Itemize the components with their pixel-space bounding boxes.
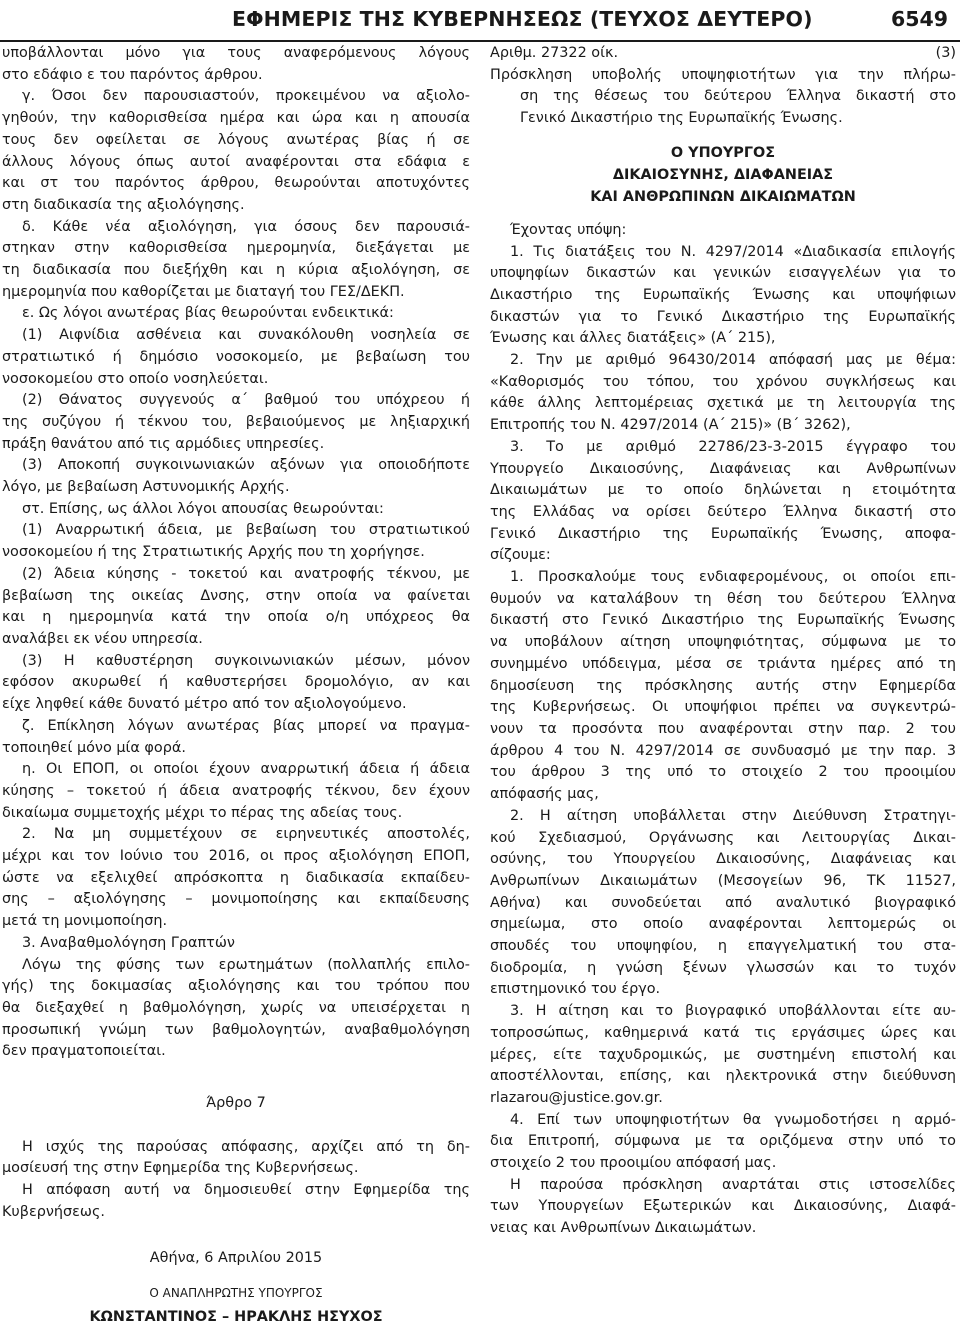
text-line: η. Οι ΕΠΟΠ, οι οποίοι έχουν αναρρωτική άδεια ή άδεια [22,761,470,778]
text-line: τοποιηθεί μόνο μία φορά. [2,739,186,756]
text-line: τους δεν οφείλεται σε λόγους ανωτέρας βίας ή σε [2,131,470,148]
ministry-heading: Ο ΥΠΟΥΡΓΟΣ [670,144,776,161]
text-line: γής) της δοκιμασίας αξιολόγησης και του τρόπου που [2,978,470,995]
text-line: δικαστών για το Γενικό Δικαστήριο της Ευρωπαϊκής [490,308,956,325]
reference-row [490,43,956,65]
text-line: δικαστή στο Γενικό Δικαστήριο της Ευρωπαϊκής Ένωσης [490,612,956,629]
text-line: στηκαν στην καθορισθείσα ημερομηνία, διεξάγεται με [2,240,470,257]
section-heading: 3. Αναβαθμολόγηση Γραπτών [22,934,235,951]
text-line: προσωπική γνώμη των βαθμολογητών, αναβαθμολόγηση [2,1021,470,1038]
text-line: ημερομηνία που καθορίζεται με διαταγή του ΓΕΣ/ΔΕΚΠ. [2,283,405,300]
text-line: 2. Να μη συμμετέχουν σε ειρηνευτικές αποστολές, [22,826,470,843]
reference-number: Αριθμ. 27322 οίκ. [490,45,619,61]
text-line: τοπροσώπως, καθημερινά κατά τις εργάσιμες ώρες και [490,1024,956,1041]
text-line: του άρθρου 3 της υπό το στοιχείο 2 του προοιμίου [490,764,956,781]
text-line: Λόγω της φύσης των ερωτημάτων (πολλαπλής επιλο- [22,956,470,973]
text-line: Η παρούσα πρόσκληση αναρτάται στις ιστοσελίδες [510,1176,956,1193]
text-line: σπουδές του υποψηφίου, η επαγγελματική του στα- [490,938,956,955]
text-line: γ. Όσοι δεν παρουσιαστούν, προκειμένου να αξιολο- [22,88,470,105]
text-line: Δικαιωμάτων με το οποίο δηλώνεται η ετοιμότητα [490,482,956,499]
text-line: νειας και Ανθρωπίνων Δικαιωμάτων. [490,1220,757,1237]
invitation-title-line: ση της θέσεως του δεύτερου Έλληνα δικαστή στο [520,88,956,105]
text-line: υποψηφίων δικαστών και γενικών εισαγγελέων για το [490,265,956,282]
text-line: Έχοντας υπόψη: [510,221,627,238]
text-line: νουν τα προσόντα που αναφέρονται στην παρ. 2 του [490,720,956,737]
text-line: Αθήνα) και συνοδεύεται από αναλυτικό βιογραφικό [490,894,956,911]
text-line: Δικαστήριο της Ευρωπαϊκής Ένωσης και υποψήφιων [490,286,956,303]
text-line: νοσοκομείου στο οποίο νοσηλεύεται. [2,370,269,387]
text-line: αποστέλλονται, επίσης, και ηλεκτρονικά στην διεύθυνση [490,1068,956,1085]
text-line: απόφασής μας, [490,786,599,803]
text-line: θα διεξαχθεί η βαθμολόγηση, χωρίς να υπεισέρχεται η [2,999,470,1016]
reference-index: (3) [935,45,956,61]
text-line: εφόσον ακυρωθεί ή καθυστερήσει δρομολόγιο, αν και [2,674,470,691]
text-line: ζ. Επίκληση λόγων ανωτέρας βίας μπορεί να πραγμα- [22,717,470,734]
text-line: (2) Άδεια κύησης - τοκετού και ανατροφής τέκνου, με [22,565,470,582]
text-line: συνημμένο υπόδειγμα, μέσα σε τριάντα ημέρες από τη [490,655,956,672]
text-line: (1) Αναρρωτική άδεια, με βεβαίωση του στρατιωτικού [22,522,470,539]
text-line: στη διαδικασία της αξιολόγησης. [2,196,245,213]
text-line: δεν πραγματοποιείται. [2,1043,166,1060]
text-line: δικαίωμα συμμετοχής μέχρι το πέρας της αδείας τους. [2,804,403,821]
text-line: άλλους λόγους όπως αυτοί αναφέρονται στα εδάφια ε [2,153,470,170]
text-line: ώστε να εξελιχθεί απρόσκοπτα η διαδικασία εκπαίδευ- [2,869,470,886]
date-place: Αθήνα, 6 Απριλίου 2015 [149,1249,323,1266]
text-line: 2. Την με αριθμό 96430/2014 απόφασή μας με θέμα: [510,352,956,369]
text-line: (2) Θάνατος συγγενούς α΄ βαθμού του υπόχρεου ή [22,392,470,409]
text-line: νοσοκομείου ή της Στρατιωτικής Αρχής που τη χορήγησε. [2,544,425,561]
text-line: γηθούν, την καθορισθείσα ημέρα και ώρα και η απουσία [2,110,470,127]
text-line: αναλάβει εκ νέου υπηρεσία. [2,630,203,647]
text-line: οσύνης, του Υπουργείου Δικαιοσύνης, Διαφάνειας και [490,851,956,868]
signatory-title: Ο ΑΝΑΠΛΗΡΩΤΗΣ ΥΠΟΥΡΓΟΣ [149,1286,323,1301]
text-line: δια Επιτροπή, σύμφωνα με τα οριζόμενα στην υπό το [490,1133,956,1150]
left-column [2,43,470,1329]
text-line: να υποβάλουν αίτηση υποψηφιότητας, σύμφωνα με το [490,634,956,651]
text-line: Γενικό Δικαστήριο της Ευρωπαϊκής Ένωσης, αποφα- [490,525,956,542]
text-line: σης – αξιολόγησης – μονιμοποίησης και εκπαίδευσης [2,891,470,908]
text-line: υποβάλλονται μόνο για τους αναφερόμενους λόγους [2,45,470,61]
invitation-title-line: Πρόσκληση υποβολής υποψηφιοτήτων για την πλήρω- [490,66,956,83]
text-line: δημοσίευση της πρόσκλησης αυτής στην Εφημερίδα [490,677,956,694]
ministry-heading: ΔΙΚΑΙΟΣΥΝΗΣ, ΔΙΑΦΑΝΕΙΑΣ [612,166,834,183]
text-line: ε. Ως λόγοι ανωτέρας βίας θεωρούνται ενδεικτικά: [22,305,394,322]
text-line: στρατιωτικό ή δημόσιο νοσοκομείο, με βεβαίωση του [2,348,470,365]
text-line: στ. Επίσης, ως άλλοι λόγοι απουσίας θεωρούνται: [22,500,384,517]
text-line: Κυβερνήσεως. [2,1203,105,1220]
text-line: τη διαδικασία που διεξήχθη και η κύρια αξιολόγηση, σε [2,262,470,279]
text-line: 1. Τις διατάξεις του Ν. 4297/2014 «Διαδικασία επιλογής [510,243,956,260]
signatory-name: ΚΩΝΣΤΑΝΤΙΝΟΣ – ΗΡΑΚΛΗΣ ΗΣΥΧΟΣ [89,1308,383,1325]
text-line: 2. Η αίτηση υποβάλλεται στην Διεύθυνση Στρατηγι- [510,807,956,824]
text-line: πράξη θανάτου από τις αρμόδιες υπηρεσίες. [2,435,325,452]
ministry-heading: ΚΑΙ ΑΝΘΡΩΠΙΝΩΝ ΔΙΚΑΙΩΜΑΤΩΝ [590,188,856,205]
text-line: κού Σχεδιασμού, Οργάνωσης και Λειτουργίας Δικαι- [490,829,956,846]
text-line: 3. Η αίτηση και το βιογραφικό υποβάλλονται είτε αυ- [510,1003,956,1020]
text-line: είχε ληφθεί κάθε δυνατό μέτρο από τον αξιολογούμενο. [2,696,407,713]
text-line: 4. Επί των υποψηφιοτήτων θα γνωμοδοτήσει η αρμό- [510,1111,956,1128]
text-line: επιστημονικό του έργο. [490,981,661,998]
text-line: των Υπουργείων Εξωτερικών και Δικαιοσύνης, Διαφά- [490,1198,956,1215]
page-header [0,0,960,42]
text-line: άρθρου 4 του Ν. 4297/2014 σε συνδυασμό με την παρ. 3 [490,742,956,759]
text-line: της Ελλάδας να ορίσει δεύτερο Έλληνα δικαστή στο [490,503,956,520]
text-line: μέρες, είτε ταχυδρομικώς, με συστημένη επιστολή και [490,1046,956,1063]
text-line: Επιτροπής του Ν. 4297/2014 (Α΄ 215)» (Β΄ 3262), [490,417,851,434]
right-column [490,43,956,1240]
text-line: της Κυβερνήσεως. Οι υποψήφιοι πρέπει να συγκεντρώ- [490,699,956,716]
text-line: (1) Αιφνίδια ασθένεια και συνακόλουθη νοσηλεία σε [22,327,470,344]
text-line: λόγο, με βεβαίωση Αστυνομικής Αρχής. [2,479,290,496]
text-line: μετά τη μονιμοποίηση. [2,913,168,930]
text-line: θυμούν να καταλάβουν τη θέση του δεύτερου Έλληνα [490,590,956,607]
text-line: Υπουργείο Δικαιοσύνης, Διαφάνειας και Ανθρωπίνων [490,460,956,477]
page-number: 6549 [890,7,948,31]
text-line: Ένωσης και άλλες διατάξεις» (Α΄ 215), [490,330,776,347]
text-line: (3) Αποκοπή συγκοινωνιακών αξόνων για οποιοδήποτε [22,457,470,474]
text-line: «Καθορισμός του τόπου, του χρόνου συγκλήσεως και [490,373,956,390]
text-line: στοιχείο 2 του προοιμίου απόφασή μας. [490,1155,777,1172]
text-line: 3. Το με αριθμό 22786/23-3-2015 έγγραφο του [510,438,956,455]
text-line: Ανθρωπίνων Δικαιωμάτων (Μεσογείων 96, ΤΚ 11527, [490,872,956,889]
text-line: (3) Η καθυστέρηση συγκοινωνιακών μέσων, μόνον [22,652,470,669]
text-line: Η ισχύς της παρούσας απόφασης, αρχίζει από τη δη- [22,1138,470,1155]
text-line: δ. Κάθε νέα αξιολόγηση, για όσους δεν παρουσιά- [22,218,470,235]
text-line: μοσίευσή της στην Εφημερίδα της Κυβερνήσεως. [2,1160,359,1177]
text-line: βεβαίωση της οικείας Δνσης, στην οποία να φαίνεται [2,587,470,604]
invitation-title-line: Γενικό Δικαστήριο της Ευρωπαϊκής Ένωσης. [520,110,843,127]
text-line: μέχρι και τον Ιούνιο του 2016, οι προς αξιολόγηση ΕΠΟΠ, [2,848,470,865]
text-line: σίζουμε: [490,547,551,564]
text-line: Η απόφαση αυτή να δημοσιευθεί στην Εφημερίδα της [22,1182,470,1199]
text-line: της συζύγου ή τέκνου του, βεβαιούμενος με ληξιαρχική [2,413,470,430]
text-line: και η ημερομηνία κατά την οποία ο/η υπόχρεος θα [2,609,470,626]
article-heading: Άρθρο 7 [206,1095,266,1112]
gazette-title: ΕΦΗΜΕΡΙΣ ΤΗΣ ΚΥΒΕΡΝΗΣΕΩΣ (ΤΕΥΧΟΣ ΔΕΥΤΕΡΟ) [232,7,813,31]
text-line: και στ του παρόντος άρθρου, θεωρούνται αποτυχόντες [2,175,470,192]
text-line: κάθε άλλης λεπτομέρειας σχετικά με τη λειτουργία της [490,395,956,412]
text-line: διοδρομία, η γνώση ξένων γλωσσών και το τυχόν [490,959,956,976]
text-line: 1. Προσκαλούμε τους ενδιαφερομένους, οι οποίοι επι- [510,569,956,586]
text-line: κύησης – τοκετού ή άδεια ανατροφής τέκνου, δεν έχουν [2,782,470,799]
email-line: rlazarou@justice.gov.gr. [490,1089,663,1106]
text-line: σημείωμα, στο οποίο αναφέρονται λεπτομερώς οι [490,916,956,933]
text-line: στο εδάφιο ε του παρόντος άρθρου. [2,66,263,83]
